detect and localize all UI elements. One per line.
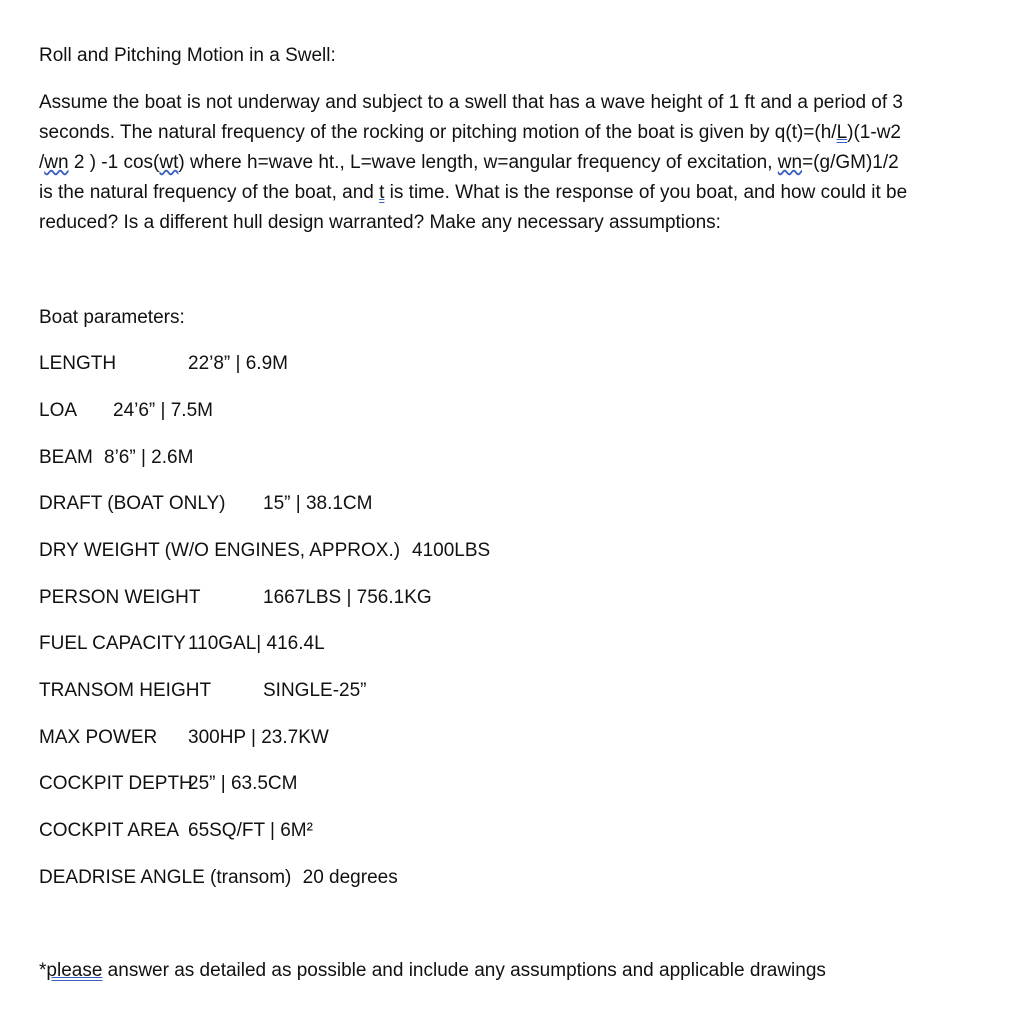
param-value: 22’8” | 6.9M bbox=[188, 353, 288, 374]
problem-row-2 bbox=[39, 118, 1011, 148]
footnote-star: * bbox=[39, 960, 47, 981]
param-row-deadrise-angle bbox=[39, 866, 398, 890]
param-label: LENGTH bbox=[39, 353, 117, 374]
param-value: 1667LBS | 756.1KG bbox=[263, 587, 432, 608]
param-label: BEAM bbox=[39, 447, 93, 468]
problem-text: is time. What is the response of you boat, and how could it be bbox=[384, 182, 908, 203]
footnote-please: please bbox=[46, 960, 103, 981]
problem-text: / bbox=[39, 152, 45, 173]
param-label: COCKPIT DEPTH bbox=[39, 773, 193, 794]
problem-text: wt bbox=[159, 152, 179, 173]
problem-text: t bbox=[379, 182, 385, 203]
problem-text: wn bbox=[44, 152, 69, 173]
problem-text: wn bbox=[777, 152, 803, 173]
param-value: 24’6” | 7.5M bbox=[113, 400, 213, 421]
problem-statement bbox=[39, 88, 1011, 238]
problem-text: =(g/GM)1/2 bbox=[802, 152, 899, 173]
param-label: DRAFT (BOAT ONLY) bbox=[39, 493, 226, 514]
problem-row-4 bbox=[39, 178, 1011, 208]
param-value: 25” | 63.5CM bbox=[188, 773, 298, 794]
problem-row-5: reduced? Is a different hull design warranted? Make any necessary assumptions: bbox=[39, 212, 721, 233]
param-row-loa bbox=[39, 399, 213, 423]
param-value: 65SQ/FT | 6M² bbox=[188, 820, 313, 841]
params-heading: Boat parameters: bbox=[39, 307, 185, 328]
param-label: PERSON WEIGHT bbox=[39, 587, 201, 608]
param-row-draft bbox=[39, 492, 373, 516]
problem-text: seconds. The natural frequency of the rocking or pitching motion of the boat is given by q(t)=(h/ bbox=[39, 122, 837, 143]
param-row-cockpit-area bbox=[39, 819, 313, 843]
param-value: 300HP | 23.7KW bbox=[188, 727, 329, 748]
param-row-beam bbox=[39, 446, 194, 470]
param-label: COCKPIT AREA bbox=[39, 820, 180, 841]
param-value: 20 degrees bbox=[302, 867, 398, 888]
problem-row-3 bbox=[39, 148, 1011, 178]
param-row-dry-weight bbox=[39, 539, 491, 563]
param-row-length bbox=[39, 352, 288, 376]
param-label: MAX POWER bbox=[39, 727, 158, 748]
param-label: TRANSOM HEIGHT bbox=[39, 680, 212, 701]
param-row-fuel-capacity bbox=[39, 632, 325, 656]
param-row-max-power bbox=[39, 726, 329, 750]
param-value: 8’6” | 2.6M bbox=[104, 447, 194, 468]
param-value: 15” | 38.1CM bbox=[263, 493, 373, 514]
param-row-person-weight bbox=[39, 586, 432, 610]
param-value: 110GAL| 416.4L bbox=[188, 633, 325, 654]
param-value: 4100LBS bbox=[412, 540, 491, 561]
param-label: LOA bbox=[39, 400, 78, 421]
param-label: DRY WEIGHT (W/O ENGINES, APPROX.) bbox=[39, 540, 401, 561]
param-row-cockpit-depth bbox=[39, 772, 298, 796]
param-row-transom-height bbox=[39, 679, 367, 703]
problem-text: L bbox=[836, 122, 848, 143]
param-label: DEADRISE ANGLE (transom) bbox=[39, 867, 292, 888]
footnote bbox=[39, 959, 826, 983]
problem-title: Roll and Pitching Motion in a Swell: bbox=[39, 45, 336, 66]
problem-text: 2 ) -1 cos( bbox=[68, 152, 160, 173]
param-label: FUEL CAPACITY bbox=[39, 633, 186, 654]
param-value: SINGLE-25” bbox=[263, 680, 367, 701]
problem-row-1: Assume the boat is not underway and subject to a swell that has a wave height of 1 ft and a period of 3 bbox=[39, 92, 903, 113]
footnote-text: answer as detailed as possible and include any assumptions and applicable drawings bbox=[102, 960, 826, 981]
problem-text: ) where h=wave ht., L=wave length, w=angular frequency of excitation, bbox=[178, 152, 778, 173]
problem-text: )(1-w2 bbox=[847, 122, 901, 143]
problem-text: is the natural frequency of the boat, and bbox=[39, 182, 380, 203]
